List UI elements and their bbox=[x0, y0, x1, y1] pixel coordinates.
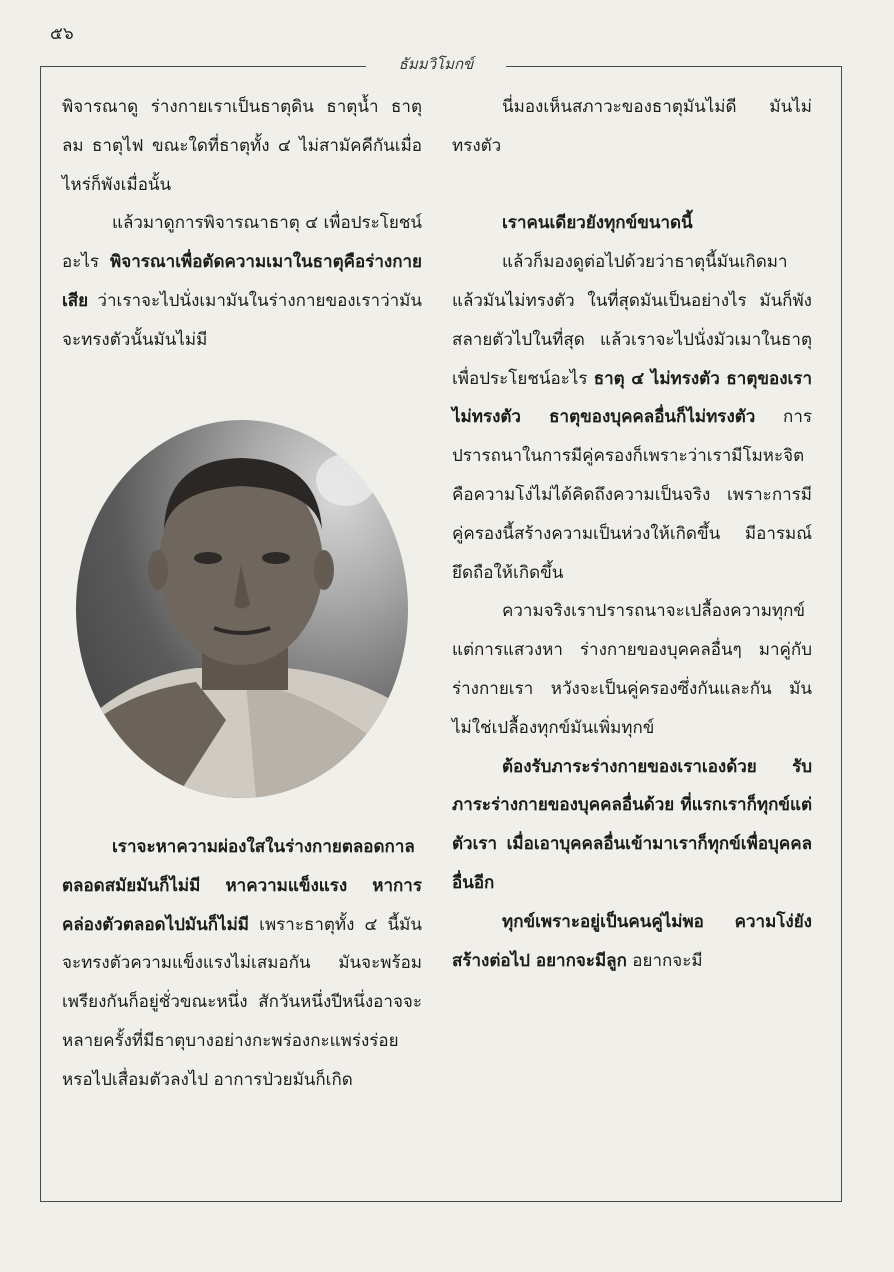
left-column-bottom bbox=[62, 828, 422, 1100]
paragraph: ทุกข์เพราะอยู่เป็นคนคู่ไม่พอ ความโง่ยังสร้างต่อไป อยากจะมีลูก อยากจะมี bbox=[452, 911, 812, 971]
running-title: ธัมมวิโมกข์ bbox=[398, 55, 474, 73]
paragraph: พิจารณาดู ร่างกายเราเป็นธาตุดิน ธาตุน้ำ ธาตุลม ธาตุไฟ ขณะใดที่ธาตุทั้ง ๔ ไม่สามัคคีกันเมื่อไหร่ก็พังเมื่อนั้น bbox=[62, 97, 422, 195]
subheading: เราคนเดียวยังทุกข์ขนาดนี้ bbox=[502, 213, 693, 234]
page-number: ๕๖ bbox=[50, 24, 74, 44]
paragraph: เราจะหาความผ่องใสในร่างกายตลอดกาลตลอดสมัยมันก็ไม่มี หาความแข็งแรง หาการคล่องตัวตลอดไปมันก็ไม่มี เพราะธาตุทั้ง ๔ นี้มันจะทรงตัวความแข็งแรงไม่เสมอกัน มันจะพร้อมเพรียงกันก็อยู่ชั่วขณะหนึ่ง สักวันหนึ่งปีหนึ่งอาจจะหลายครั้งที่มีธาตุบางอย่างกะพร่องกะแพร่งร่อยหรอไปเสื่อมตัวลงไป อาการป่วยมันก็เกิด bbox=[62, 837, 422, 1090]
paragraph: แล้วก็มองดูต่อไปด้วยว่าธาตุนี้มันเกิดมาแล้วมันไม่ทรงตัว ในที่สุดมันเป็นอย่างไร มันก็พังสลายตัวไปในที่สุด แล้วเราจะไปนั่งมัวเมาในธาตุเพื่อประโยชน์อะไร ธาตุ ๔ ไม่ทรงตัว ธาตุของเราไม่ทรงตัว ธาตุของบุคคลอื่นก็ไม่ทรงตัว การปรารถนาในการมีคู่ครองก็เพราะว่าเรามีโมหะจิต คือความโง่ไม่ได้คิดถึงความเป็นจริง เพราะการมีคู่ครองนี้สร้างความเป็นห่วงให้เกิดขึ้น มีอารมณ์ยึดถือให้เกิดขึ้น bbox=[452, 252, 812, 583]
paragraph: นี่มองเห็นสภาวะของธาตุมันไม่ดี มันไม่ทรงตัว bbox=[452, 97, 812, 156]
right-column bbox=[452, 88, 812, 980]
paragraph: แล้วมาดูการพิจารณาธาตุ ๔ เพื่อประโยชน์อะไร พิจารณาเพื่อตัดความเมาในธาตุคือร่างกายเสีย ว่าเราจะไปนั่งเมามันในร่างกายของเราว่ามันจะทรงตัวนั้นมันไม่มี bbox=[62, 213, 423, 350]
paragraph: ต้องรับภาระร่างกายของเราเองด้วย รับภาระร่างกายของบุคคลอื่นด้วย ที่แรกเราก็ทุกข์แต่ตัวเรา เมื่อเอาบุคคลอื่นเข้ามาเราก็ทุกข์เพื่อบุคคลอื่นอีก bbox=[452, 756, 812, 893]
left-column-top bbox=[62, 88, 422, 360]
monk-portrait-photo bbox=[76, 420, 408, 798]
paragraph: ความจริงเราปรารถนาจะเปลื้องความทุกข์ แต่การแสวงหา ร่างกายของบุคคลอื่นๆ มาคู่กับร่างกายเรา หวังจะเป็นคู่ครองซึ่งกันและกัน มันไม่ใช่เปลื้องทุกข์มันเพิ่มทุกข์ bbox=[452, 601, 812, 738]
